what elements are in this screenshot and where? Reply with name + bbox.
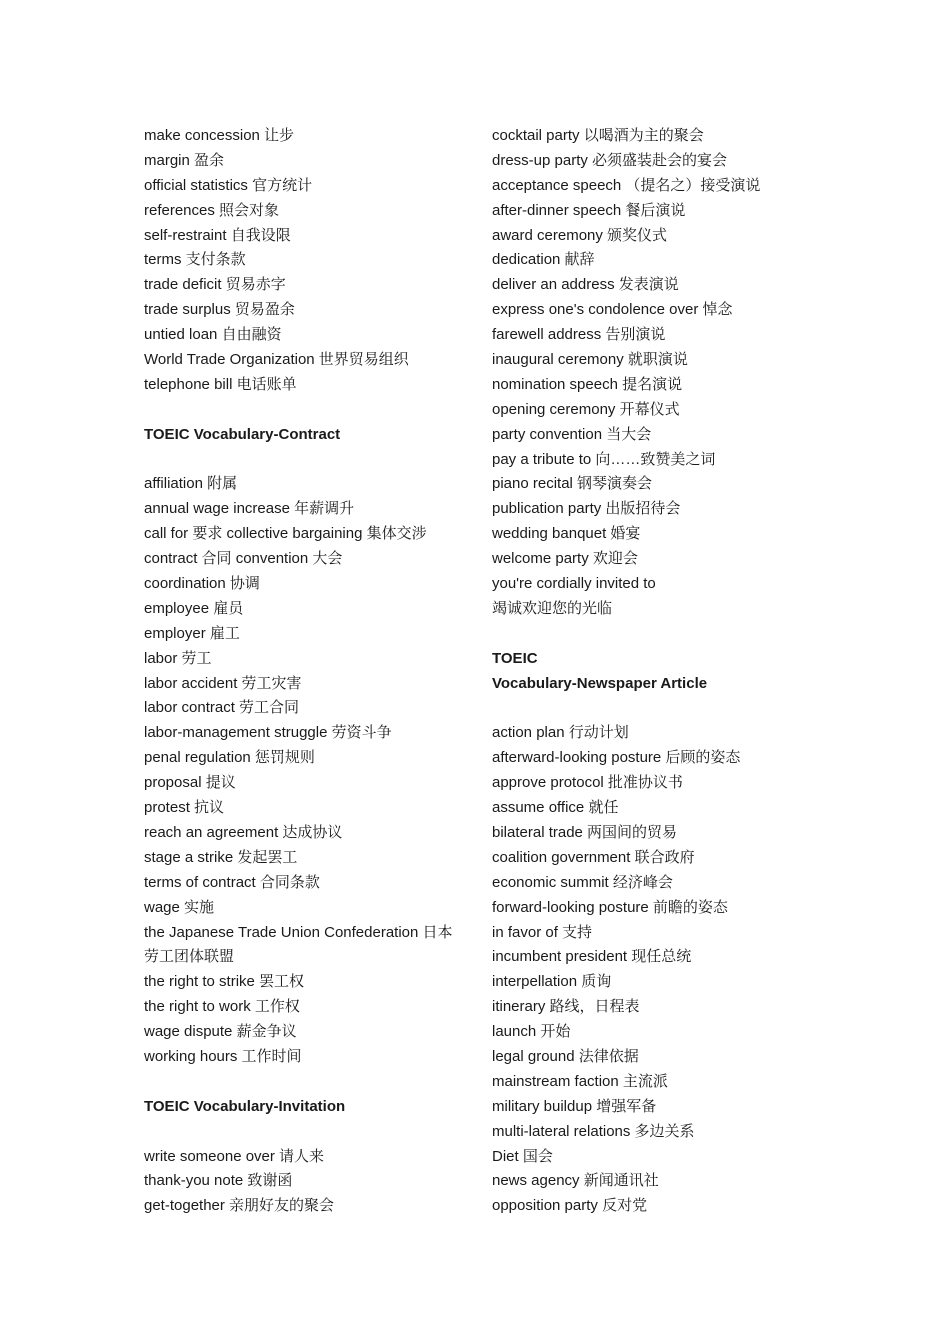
vocabulary-entry: you're cordially invited to [492,575,656,593]
blank-line [144,1070,474,1095]
blank-line [144,448,474,473]
vocabulary-entry: get-together 亲朋好友的聚会 [144,1197,335,1215]
vocabulary-entry: labor accident 劳工灾害 [144,674,302,692]
vocabulary-entry: in favor of 支持 [492,923,593,941]
vocabulary-entry: affiliation 附属 [144,475,238,493]
vocabulary-entry: bilateral trade 两国间的贸易 [492,823,678,841]
blank-line [144,398,474,423]
left-column [144,124,474,1219]
vocabulary-entry: inaugural ceremony 就职演说 [492,351,688,369]
vocabulary-entry: self-restraint 自我设限 [144,226,291,244]
vocabulary-entry: thank-you note 致谢函 [144,1172,293,1190]
vocabulary-entry: Diet 国会 [492,1147,553,1165]
vocabulary-entry: assume office 就任 [492,799,619,817]
vocabulary-entry: trade surplus 贸易盈余 [144,301,295,319]
vocabulary-entry: wage 实施 [144,898,215,916]
vocabulary-entry: approve protocol 批准协议书 [492,774,683,792]
blank-line [492,696,812,721]
vocabulary-entry: pay a tribute to 向……致赞美之词 [492,450,716,468]
vocabulary-entry: news agency 新闻通讯社 [492,1172,659,1190]
vocabulary-entry: 劳工团体联盟 [144,948,235,966]
vocabulary-entry: economic summit 经济峰会 [492,873,673,891]
vocabulary-entry: telephone bill 电话账单 [144,375,297,393]
vocabulary-entry: mainstream faction 主流派 [492,1072,668,1090]
vocabulary-entry: itinerary 路线，日程表 [492,998,640,1016]
vocabulary-entry: write someone over 请人来 [144,1147,325,1165]
vocabulary-entry: references 照会对象 [144,201,280,219]
vocabulary-entry: the Japanese Trade Union Confederation 日本 [144,923,453,941]
vocabulary-entry: piano recital 钢琴演奏会 [492,475,653,493]
vocabulary-entry: action plan 行动计划 [492,724,629,742]
vocabulary-entry: untied loan 自由融资 [144,326,282,344]
vocabulary-entry: terms of contract 合同条款 [144,873,320,891]
vocabulary-entry: wage dispute 薪金争议 [144,1023,297,1041]
vocabulary-entry: award ceremony 颁奖仪式 [492,226,668,244]
vocabulary-entry: deliver an address 发表演说 [492,276,679,294]
vocabulary-entry: farewell address 告别演说 [492,326,666,344]
vocabulary-entry: multi-lateral relations 多边关系 [492,1122,695,1140]
vocabulary-entry: forward-looking posture 前瞻的姿态 [492,898,728,916]
vocabulary-entry: official statistics 官方统计 [144,176,313,194]
vocabulary-entry: opening ceremony 开幕仪式 [492,400,680,418]
vocabulary-entry: coalition government 联合政府 [492,848,695,866]
vocabulary-entry: labor contract 劳工合同 [144,699,300,717]
vocabulary-entry: launch 开始 [492,1023,571,1041]
vocabulary-entry: working hours 工作时间 [144,1047,302,1065]
vocabulary-entry: 竭诚欢迎您的光临 [492,599,613,617]
vocabulary-entry: employee 雇员 [144,599,244,617]
vocabulary-entry: acceptance speech （提名之）接受演说 [492,176,761,194]
vocabulary-entry: terms 支付条款 [144,251,246,269]
vocabulary-entry: employer 雇工 [144,624,240,642]
vocabulary-entry: nomination speech 提名演说 [492,375,683,393]
vocabulary-entry: labor-management struggle 劳资斗争 [144,724,392,742]
right-column [492,124,812,1219]
vocabulary-entry: labor 劳工 [144,649,212,667]
vocabulary-entry: incumbent president 现任总统 [492,948,692,966]
section-heading: TOEIC Vocabulary-Contract [144,425,341,443]
blank-line [492,622,812,647]
vocabulary-entry: penal regulation 惩罚规则 [144,749,315,767]
vocabulary-entry: military buildup 增强军备 [492,1097,657,1115]
section-heading: Vocabulary-Newspaper Article [492,674,708,692]
vocabulary-entry: the right to strike 罢工权 [144,973,305,991]
vocabulary-entry: margin 盈余 [144,151,225,169]
vocabulary-entry: express one's condolence over 悼念 [492,301,733,319]
vocabulary-entry: make concession 让步 [144,127,295,144]
vocabulary-entry: proposal 提议 [144,774,236,792]
vocabulary-entry: dedication 献辞 [492,251,595,269]
vocabulary-entry: dress-up party 必须盛装赴会的宴会 [492,151,728,169]
vocabulary-entry: party convention 当大会 [492,425,652,443]
vocabulary-entry: contract 合同 convention 大会 [144,550,343,568]
vocabulary-entry: reach an agreement 达成协议 [144,823,343,841]
vocabulary-entry: stage a strike 发起罢工 [144,848,298,866]
vocabulary-entry: call for 要求 collective bargaining 集体交涉 [144,525,427,543]
vocabulary-entry: afterward-looking posture 后顾的姿态 [492,749,741,767]
vocabulary-entry: protest 抗议 [144,799,225,817]
vocabulary-entry: opposition party 反对党 [492,1197,648,1215]
section-heading: TOEIC Vocabulary-Invitation [144,1097,346,1115]
vocabulary-entry: interpellation 质询 [492,973,612,991]
vocabulary-entry: World Trade Organization 世界贸易组织 [144,351,409,369]
vocabulary-entry: trade deficit 贸易赤字 [144,276,286,294]
vocabulary-entry: annual wage increase 年薪调升 [144,500,355,518]
vocabulary-entry: wedding banquet 婚宴 [492,525,641,543]
vocabulary-entry: welcome party 欢迎会 [492,550,638,568]
blank-line [144,1120,474,1145]
vocabulary-entry: the right to work 工作权 [144,998,300,1016]
vocabulary-entry: legal ground 法律依据 [492,1047,639,1065]
vocabulary-entry: publication party 出版招待会 [492,500,681,518]
vocabulary-entry: after-dinner speech 餐后演说 [492,201,686,219]
section-heading: TOEIC [492,649,538,667]
vocabulary-entry: coordination 协调 [144,575,260,593]
vocabulary-entry: cocktail party 以喝酒为主的聚会 [492,127,704,144]
